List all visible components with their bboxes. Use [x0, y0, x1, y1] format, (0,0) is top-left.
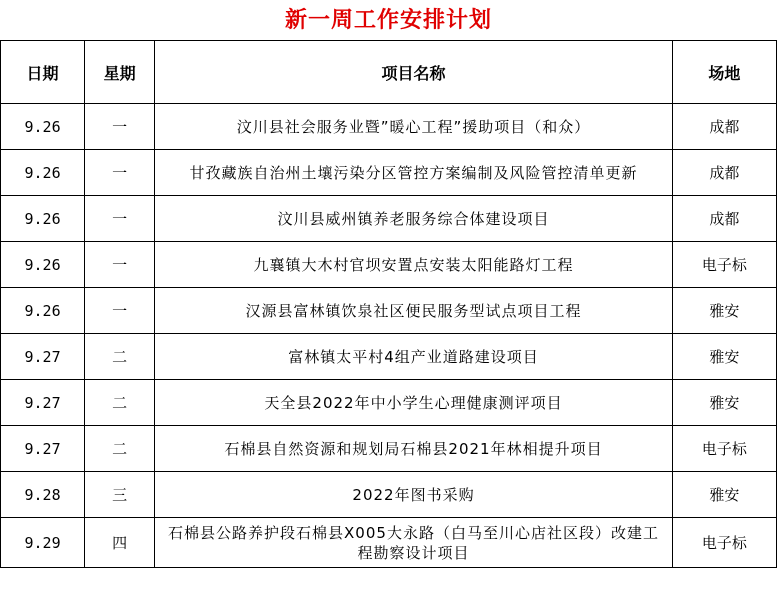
cell-weekday: 三	[85, 472, 155, 518]
cell-weekday: 二	[85, 380, 155, 426]
table-row	[1, 150, 777, 196]
cell-date: 9.28	[1, 472, 85, 518]
cell-weekday: 一	[85, 288, 155, 334]
table-row	[1, 288, 777, 334]
cell-weekday: 一	[85, 242, 155, 288]
schedule-table	[0, 40, 777, 568]
cell-venue: 成都	[672, 150, 776, 196]
cell-venue: 成都	[672, 196, 776, 242]
cell-project: 天全县2022年中小学生心理健康测评项目	[155, 380, 673, 426]
cell-project: 汶川县社会服务业暨”暖心工程”援助项目（和众）	[155, 104, 673, 150]
cell-venue: 电子标	[672, 242, 776, 288]
cell-date: 9.26	[1, 288, 85, 334]
cell-weekday: 一	[85, 104, 155, 150]
cell-venue: 雅安	[672, 288, 776, 334]
table-row	[1, 196, 777, 242]
cell-date: 9.29	[1, 518, 85, 568]
cell-weekday: 二	[85, 334, 155, 380]
cell-date: 9.26	[1, 196, 85, 242]
header-row	[1, 41, 777, 104]
cell-project: 2022年图书采购	[155, 472, 673, 518]
cell-weekday: 四	[85, 518, 155, 568]
cell-project: 甘孜藏族自治州土壤污染分区管控方案编制及风险管控清单更新	[155, 150, 673, 196]
cell-project: 石棉县公路养护段石棉县X005大永路（白马至川心店社区段）改建工程勘察设计项目	[155, 518, 673, 568]
cell-date: 9.26	[1, 104, 85, 150]
table-row	[1, 426, 777, 472]
cell-date: 9.26	[1, 242, 85, 288]
cell-date: 9.26	[1, 150, 85, 196]
header-weekday: 星期	[85, 41, 155, 104]
cell-venue: 雅安	[672, 334, 776, 380]
header-project: 项目名称	[155, 41, 673, 104]
cell-project: 汶川县威州镇养老服务综合体建设项目	[155, 196, 673, 242]
cell-venue: 雅安	[672, 380, 776, 426]
cell-venue: 电子标	[672, 518, 776, 568]
table-row	[1, 472, 777, 518]
table-row	[1, 334, 777, 380]
cell-date: 9.27	[1, 380, 85, 426]
cell-venue: 雅安	[672, 472, 776, 518]
cell-date: 9.27	[1, 426, 85, 472]
cell-venue: 成都	[672, 104, 776, 150]
cell-venue: 电子标	[672, 426, 776, 472]
cell-weekday: 一	[85, 150, 155, 196]
cell-project: 汉源县富林镇饮泉社区便民服务型试点项目工程	[155, 288, 673, 334]
table-row	[1, 380, 777, 426]
header-venue: 场地	[672, 41, 776, 104]
header-date: 日期	[1, 41, 85, 104]
page-title: 新一周工作安排计划	[284, 7, 492, 33]
cell-project: 石棉县自然资源和规划局石棉县2021年林相提升项目	[155, 426, 673, 472]
table-row	[1, 104, 777, 150]
cell-weekday: 二	[85, 426, 155, 472]
cell-project: 富林镇太平村4组产业道路建设项目	[155, 334, 673, 380]
cell-weekday: 一	[85, 196, 155, 242]
table-row	[1, 242, 777, 288]
cell-project: 九襄镇大木村官坝安置点安装太阳能路灯工程	[155, 242, 673, 288]
cell-date: 9.27	[1, 334, 85, 380]
table-row	[1, 518, 777, 568]
